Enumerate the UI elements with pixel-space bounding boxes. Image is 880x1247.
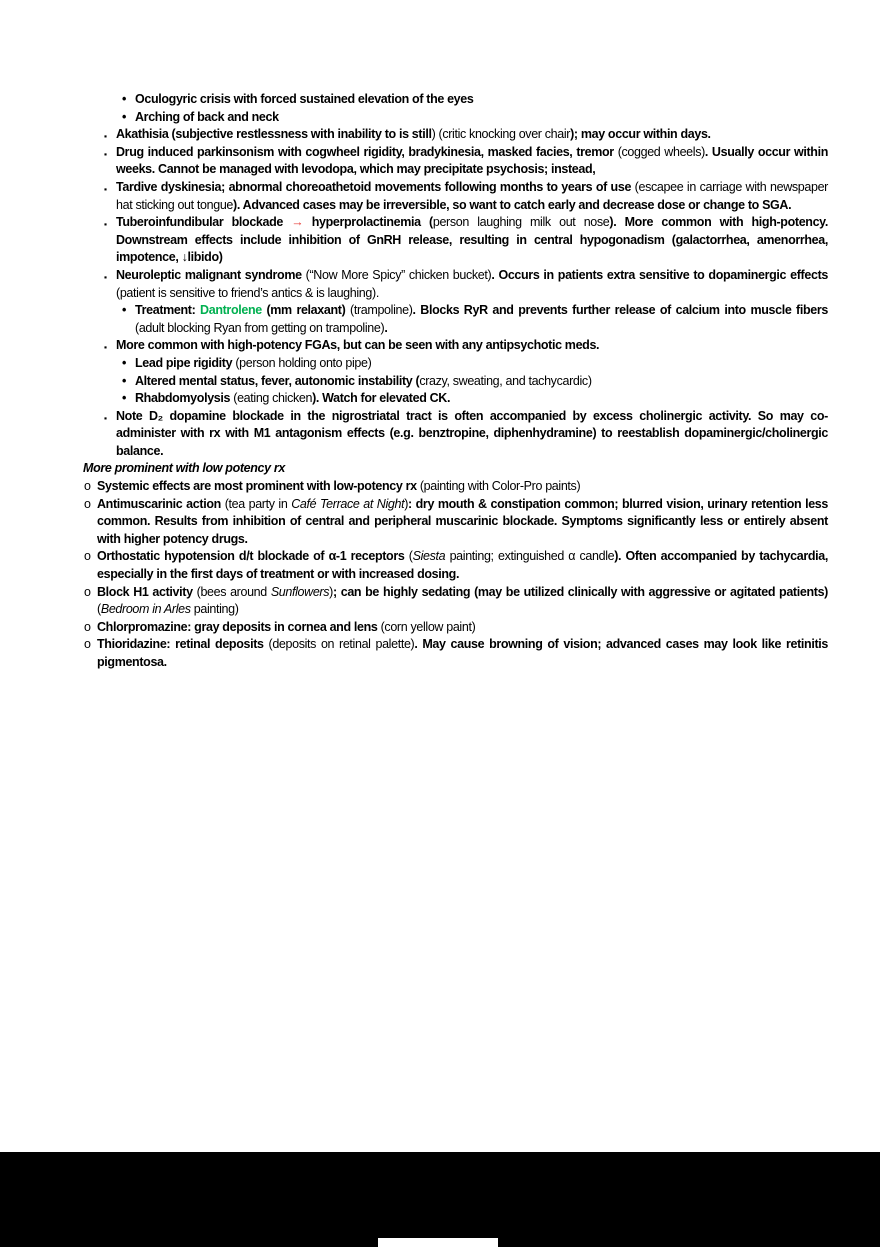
text-run: (deposits on retinal palette) [268,637,415,652]
bullet-marker: • [122,391,127,406]
list-item [83,373,828,391]
bullet-marker: o [84,584,91,599]
bottom-black-band [0,1152,880,1247]
list-item [83,267,828,302]
list-item [83,126,828,144]
list-item [83,478,828,496]
text-run: (eating chicken [233,391,313,406]
list-item [83,390,828,408]
text-run: More common with high-potency FGAs, but can be seen with any antipsychotic meds. [116,338,600,353]
text-run: (“Now More Spicy” chicken bucket) [305,267,492,282]
text-run: (corn yellow paint) [380,619,476,634]
text-run: ) (critic knocking over chair [431,127,571,142]
bullet-marker: ▪ [104,271,107,282]
text-run: ) [329,584,333,599]
text-run: . Occurs in patients extra sensitive to dopaminergic effects [491,267,828,282]
text-run: → [291,215,312,230]
list-item [83,619,828,637]
text-run: . May cause browning of vision; advanced cases may look like retinitis pigmentosa. [97,637,828,669]
text-run: Siesta [412,549,446,564]
text-run: Neuroleptic malignant syndrome [116,267,306,282]
text-run: ); may occur within days. [570,127,711,142]
text-run: (trampoline) [350,303,413,318]
text-run: Drug induced parkinsonism with cogwheel rigidity, bradykinesia, masked facies, tremor [116,144,618,159]
text-run: Rhabdomyolysis [135,391,234,406]
list-item [83,302,828,337]
list-item [83,584,828,619]
bullet-marker: ▪ [104,148,107,159]
list-item [83,144,828,179]
bullet-marker: o [84,549,91,564]
text-run: ). Advanced cases may be irreversible, so want to catch early and decrease dose or change to SGA. [233,197,792,212]
text-run: Bedroom in Arles [100,602,191,617]
text-run: painting) [190,602,239,617]
list-item [83,355,828,373]
text-run: ( [408,549,413,564]
bullet-marker: o [84,496,91,511]
text-run: Note D₂ dopamine blockade in the nigrostriatal tract is often accompanied by excess cholinergic activity. So may co-administer with rx with M1 antagonism effects (e.g. benztropine, diphenhydramine) to reestablish dopaminergic/cholinergic balance. [116,408,828,458]
bullet-marker: ▪ [104,412,107,423]
text-run: . Blocks RyR and prevents further release of calcium into muscle fibers [412,303,828,318]
text-run: Lead pipe rigidity [135,355,236,370]
text-run: ). More common with high-potency. Downstream effects include inhibition of GnRH release, resulting in central hypogonadism (galactorrhea, amenorrhea, impotence, ↓libido) [116,215,828,265]
text-run: (escapee in carriage with newspaper hat sticking out tongue [116,179,828,212]
text-run: ; can be highly sedating (may be utilized clinically with aggressive or agitated patients) [332,584,828,599]
bullet-marker: o [84,637,91,652]
text-run: ) [587,373,592,388]
text-run: ) [404,496,409,511]
text-run: Tuberoinfundibular blockade [116,215,292,230]
text-run: Arching of back and neck [135,109,279,124]
list-item [83,109,828,127]
text-run: Café Terrace at Night [291,496,405,511]
bullet-marker: ▪ [104,131,107,142]
text-run: ). Watch for elevated CK. [312,391,451,406]
bullet-marker: • [122,373,127,388]
text-run: ). Often accompanied by tachycardia, especially in the first days of treatment or with increased dosing. [97,549,828,582]
list-item [83,179,828,214]
text-run: Antimuscarinic action [97,496,225,511]
next-page-edge [378,1238,498,1247]
bullet-marker: ▪ [104,342,107,353]
text-run: (cogged wheels) [617,144,705,159]
list-item [83,214,828,267]
text-run: painting; extinguished α candle [445,549,615,564]
text-run: . Usually occur within weeks. Cannot be managed with levodopa, which may precipitate psychosis; instead, [116,144,828,177]
text-run: More prominent with low potency rx [83,461,286,476]
bullet-marker: o [84,619,91,634]
bullet-marker: • [122,355,127,370]
text-run: Treatment: [135,303,201,318]
list-item [83,337,828,355]
section-heading [83,460,828,478]
text-run: (tea party in [224,496,292,511]
list-item [83,91,828,109]
text-run: . [384,320,388,335]
text-run: Sunflowers [270,584,330,599]
text-run: Orthostatic hypotension d/t blockade of α-1 receptors [97,549,409,564]
text-run: (person holding onto pipe) [235,355,372,370]
bullet-marker: • [122,303,127,318]
text-run: Systemic effects are most prominent with low-potency rx [97,479,420,494]
text-run: Dantrolene [200,303,262,318]
list-item [83,496,828,549]
document-body [83,91,828,672]
text-run: (mm relaxant) [261,303,351,318]
text-run: Block H1 activity [97,584,197,599]
text-run: crazy, sweating, and tachycardic [419,373,588,388]
list-item [83,548,828,583]
list-item [83,408,828,461]
text-run: (bees around [196,584,271,599]
text-run: (adult blocking Ryan from getting on trampoline) [135,320,385,335]
text-run: (patient is sensitive to friend’s antics & is laughing). [116,285,379,300]
list-item [83,636,828,671]
text-run: hyperprolactinemia ( [311,215,433,230]
text-run: Thioridazine: retinal deposits [97,637,269,652]
text-run: Tardive dyskinesia; abnormal choreoathetoid movements following months to years of use [116,179,635,194]
bullet-marker: • [122,109,127,124]
bullet-marker: ▪ [104,183,107,194]
text-run: Altered mental status, fever, autonomic instability ( [135,373,420,388]
bullet-marker: • [122,92,127,106]
text-run: Oculogyric crisis with forced sustained elevation of the eyes [135,92,474,106]
bullet-marker: o [84,479,91,494]
text-run: Chlorpromazine: gray deposits in cornea and lens [97,619,381,634]
text-run: : dry mouth & constipation common; blurred vision, urinary retention less common. Results from inhibition of central and peripheral muscarinic blockade. Symptoms significantly less or entirely absent with higher potency drugs. [97,496,829,546]
text-run: person laughing milk out nose [432,215,610,230]
text-run: (painting with Color-Pro paints) [419,479,581,494]
text-run: ( [97,602,101,617]
bullet-marker: ▪ [104,219,107,230]
text-run: Akathisia (subjective restlessness with inability to is still [116,127,432,142]
